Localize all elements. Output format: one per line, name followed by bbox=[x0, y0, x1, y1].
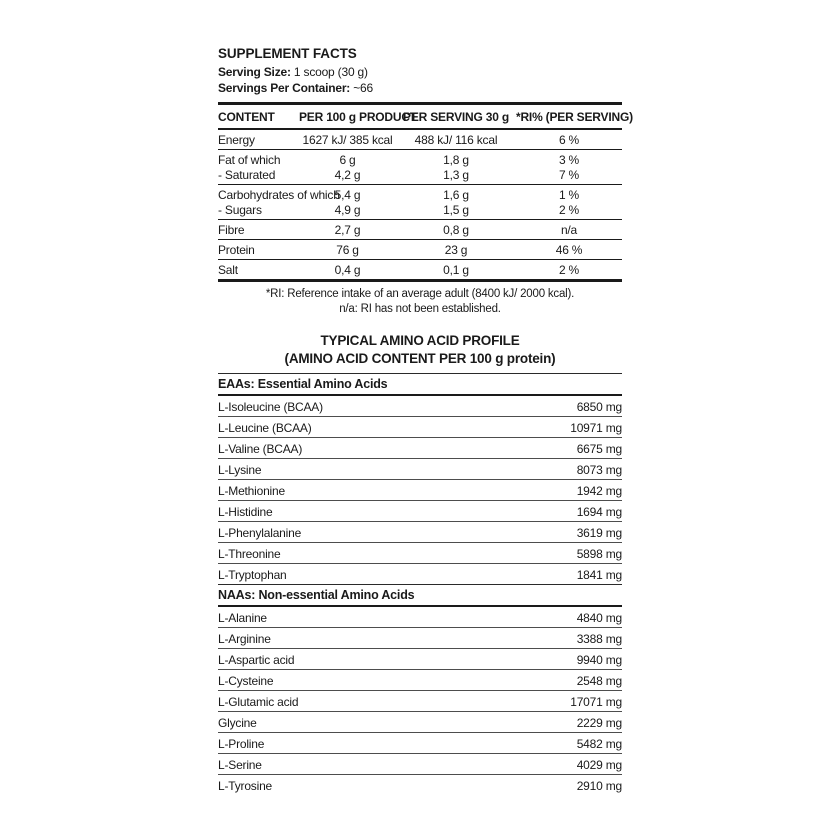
amino-acid-name: L-Alanine bbox=[218, 610, 267, 625]
footnotes bbox=[218, 282, 622, 317]
amino-acid-row bbox=[218, 733, 622, 754]
nutrient-name: Fibre bbox=[218, 223, 245, 237]
amino-acid-name: L-Lysine bbox=[218, 462, 262, 477]
amino-acid-row bbox=[218, 459, 622, 480]
amino-acid-amount: 4029 mg bbox=[576, 757, 622, 772]
amino-title-line2: (AMINO ACID CONTENT PER 100 g protein) bbox=[284, 351, 556, 366]
supplement-facts-title: SUPPLEMENT FACTS bbox=[218, 46, 357, 61]
nutrient-per-100g: 0,4 g bbox=[334, 263, 361, 277]
amino-acid-name: L-Arginine bbox=[218, 631, 271, 646]
amino-acid-amount: 5898 mg bbox=[576, 546, 622, 561]
amino-acid-amount: 6675 mg bbox=[576, 441, 622, 456]
nutrient-per-100g: 6 g bbox=[339, 153, 356, 167]
column-ri: *RI% (PER SERVING) bbox=[516, 110, 633, 124]
nutrient-per-100g: 76 g bbox=[336, 243, 359, 257]
nutrient-per-serving: 1,6 g bbox=[443, 188, 469, 202]
amino-acid-amount: 2229 mg bbox=[576, 715, 622, 730]
amino-acid-amount: 4840 mg bbox=[576, 610, 622, 625]
amino-acid-amount: 3388 mg bbox=[576, 631, 622, 646]
amino-acid-amount: 2910 mg bbox=[576, 778, 622, 793]
amino-acid-row bbox=[218, 607, 622, 628]
nutrition-row-energy bbox=[218, 129, 622, 150]
nutrient-ri: 6 % bbox=[558, 133, 580, 147]
amino-acid-amount: 2548 mg bbox=[576, 673, 622, 688]
footnote-ri: *RI: Reference intake of an average adult (8400 kJ/ 2000 kcal). bbox=[265, 288, 575, 300]
nutrient-per-serving: 488 kJ/ 116 kcal bbox=[414, 133, 498, 147]
servings-per-container-line bbox=[218, 80, 622, 96]
nutrition-row-protein bbox=[218, 240, 622, 260]
amino-acid-row bbox=[218, 712, 622, 733]
amino-acid-name: L-Tryptophan bbox=[218, 567, 287, 582]
amino-acid-name: L-Tyrosine bbox=[218, 778, 273, 793]
amino-acid-name: L-Histidine bbox=[218, 504, 273, 519]
nutrient-per-serving: 1,3 g bbox=[443, 168, 469, 182]
nutrient-name: Salt bbox=[218, 263, 238, 277]
nutrient-per-serving: 23 g bbox=[444, 243, 468, 257]
amino-acid-row bbox=[218, 628, 622, 649]
amino-acid-name: L-Valine (BCAA) bbox=[218, 441, 303, 456]
amino-acid-name: L-Leucine (BCAA) bbox=[218, 420, 312, 435]
serving-size-value: 1 scoop (30 g) bbox=[293, 65, 368, 79]
amino-acid-row bbox=[218, 691, 622, 712]
supplement-label bbox=[218, 0, 633, 795]
amino-acid-row bbox=[218, 564, 622, 584]
amino-acid-row bbox=[218, 501, 622, 522]
nutrient-ri: 2 % bbox=[558, 263, 580, 277]
nutrient-ri: 46 % bbox=[555, 243, 583, 257]
amino-acid-row bbox=[218, 480, 622, 501]
nutrient-per-100g: 4,9 g bbox=[334, 203, 361, 217]
naa-section-heading: NAAs: Non-essential Amino Acids bbox=[218, 584, 622, 607]
serving-size-label: Serving Size: bbox=[218, 65, 291, 79]
servings-per-container-value: ~66 bbox=[353, 81, 374, 95]
footnote-na: n/a: RI has not been established. bbox=[339, 303, 501, 315]
amino-acid-amount: 6850 mg bbox=[576, 399, 622, 414]
nutrient-name: Carbohydrates of which bbox=[218, 188, 340, 202]
column-content: CONTENT bbox=[218, 110, 275, 124]
nutrition-row-fibre bbox=[218, 220, 622, 240]
nutrient-name: - Sugars bbox=[218, 203, 262, 217]
nutrient-per-serving: 1,5 g bbox=[443, 203, 469, 217]
amino-acid-amount: 8073 mg bbox=[576, 462, 622, 477]
amino-acid-name: L-Threonine bbox=[218, 546, 281, 561]
amino-acid-name: L-Serine bbox=[218, 757, 262, 772]
amino-acid-row bbox=[218, 438, 622, 459]
amino-acid-amount: 17071 mg bbox=[570, 694, 622, 709]
nutrient-name: Protein bbox=[218, 243, 255, 257]
column-per-100g: PER 100 g PRODUCT bbox=[299, 110, 417, 124]
nutrient-per-serving: 1,8 g bbox=[443, 153, 469, 167]
nutrient-per-100g: 1627 kJ/ 385 kcal bbox=[302, 133, 393, 147]
nutrient-name: Fat of which bbox=[218, 153, 281, 167]
amino-acid-name: Glycine bbox=[218, 715, 257, 730]
amino-acid-name: L-Aspartic acid bbox=[218, 652, 295, 667]
amino-acid-amount: 1942 mg bbox=[576, 483, 622, 498]
nutrient-ri: 1 % bbox=[558, 188, 580, 202]
amino-acid-row bbox=[218, 417, 622, 438]
servings-per-container-label: Servings Per Container: bbox=[218, 81, 351, 95]
nutrient-per-serving: 0,8 g bbox=[443, 223, 469, 237]
nutrient-name: - Saturated bbox=[218, 168, 276, 182]
amino-acid-row bbox=[218, 670, 622, 691]
amino-acid-row bbox=[218, 754, 622, 775]
nutrition-table bbox=[218, 102, 633, 282]
amino-acid-amount: 1841 mg bbox=[576, 567, 622, 582]
amino-acid-amount: 3619 mg bbox=[576, 525, 622, 540]
amino-title-line1: TYPICAL AMINO ACID PROFILE bbox=[320, 333, 520, 348]
amino-acid-name: L-Proline bbox=[218, 736, 265, 751]
nutrition-row-fat bbox=[218, 150, 622, 185]
amino-acid-row bbox=[218, 649, 622, 670]
amino-acid-name: L-Methionine bbox=[218, 483, 285, 498]
nutrient-name: Energy bbox=[218, 133, 255, 147]
amino-acid-row bbox=[218, 396, 622, 417]
amino-acid-amount: 9940 mg bbox=[576, 652, 622, 667]
amino-acid-row bbox=[218, 522, 622, 543]
eaa-section-heading: EAAs: Essential Amino Acids bbox=[218, 373, 622, 396]
nutrient-ri: 2 % bbox=[558, 203, 580, 217]
nutrition-row-salt bbox=[218, 260, 622, 281]
amino-acid-name: L-Isoleucine (BCAA) bbox=[218, 399, 323, 414]
nutrient-ri: n/a bbox=[560, 223, 578, 237]
amino-acid-amount: 1694 mg bbox=[576, 504, 622, 519]
nutrition-row-carbohydrates bbox=[218, 185, 622, 220]
nutrient-ri: 3 % bbox=[558, 153, 580, 167]
amino-acid-name: L-Phenylalanine bbox=[218, 525, 302, 540]
amino-acid-row bbox=[218, 775, 622, 795]
nutrient-ri: 7 % bbox=[558, 168, 580, 182]
serving-size-line bbox=[218, 64, 622, 80]
amino-acid-row bbox=[218, 543, 622, 564]
nutrient-per-serving: 0,1 g bbox=[443, 263, 469, 277]
amino-acid-amount: 5482 mg bbox=[576, 736, 622, 751]
amino-acid-name: L-Glutamic acid bbox=[218, 694, 299, 709]
nutrient-per-100g: 2,7 g bbox=[334, 223, 361, 237]
amino-acid-profile-title bbox=[218, 332, 622, 368]
amino-acid-name: L-Cysteine bbox=[218, 673, 274, 688]
column-per-serving: PER SERVING 30 g bbox=[403, 110, 509, 124]
amino-acid-amount: 10971 mg bbox=[570, 420, 622, 435]
nutrient-per-100g: 4,2 g bbox=[334, 168, 361, 182]
nutrition-table-header bbox=[218, 104, 633, 130]
nutrient-per-100g: 5,4 g bbox=[334, 188, 361, 202]
